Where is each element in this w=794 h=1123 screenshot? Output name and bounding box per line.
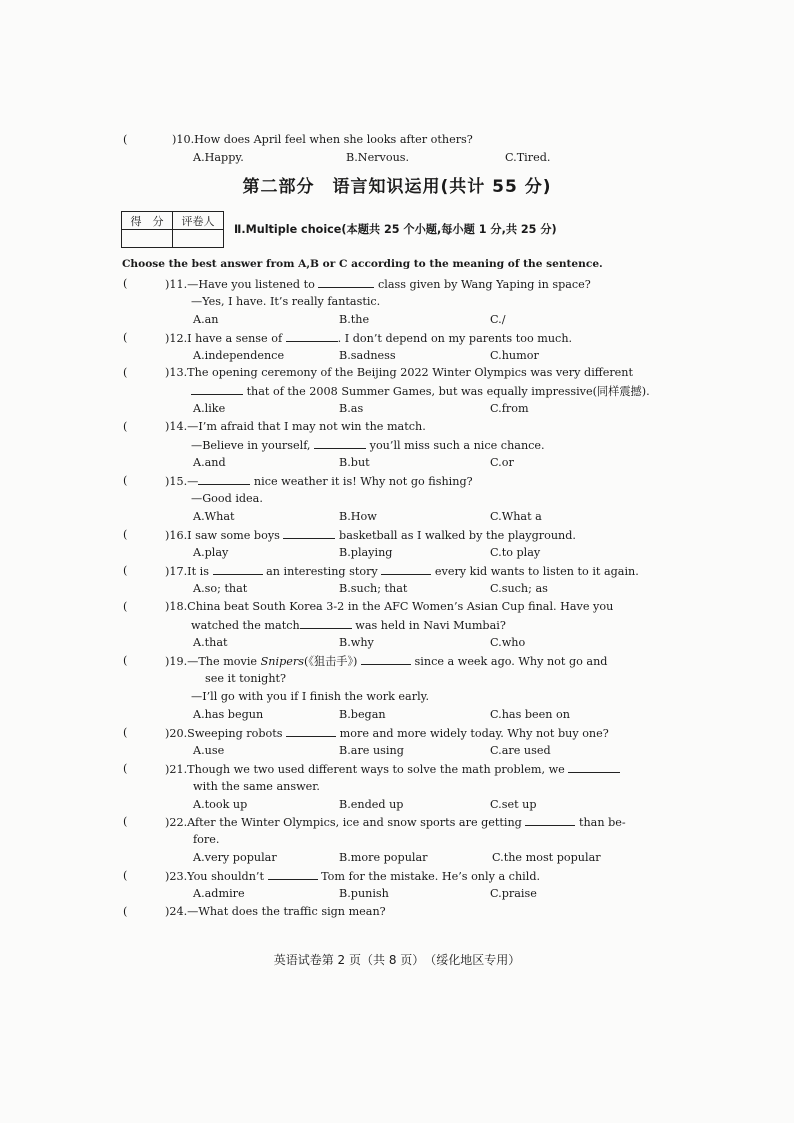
blank	[568, 762, 620, 773]
score-cell	[122, 230, 173, 248]
option-c: C.who	[490, 636, 526, 649]
option-a: A.took up	[193, 798, 248, 811]
answer-paren: (	[123, 420, 128, 433]
question-12: )12.I have a sense of . I don’t depend on my parents too much.	[165, 332, 573, 345]
option-a: A.has begun	[193, 708, 264, 721]
option-b: B.sadness	[339, 349, 396, 362]
option-c: C.are used	[490, 744, 551, 757]
option-c: C.from	[490, 402, 529, 415]
option-b: B.the	[339, 313, 370, 326]
option-b: B.How	[339, 510, 377, 523]
option-b: B.more popular	[339, 851, 428, 864]
option-b: B.but	[339, 456, 370, 469]
answer-paren: (	[123, 762, 128, 775]
question-21: )21.Though we two used different ways to solve the math problem, we	[165, 762, 620, 777]
answer-paren: (	[123, 331, 128, 344]
option-b: B.began	[339, 708, 386, 721]
option-a: A.so; that	[193, 582, 248, 595]
answer-paren: (	[123, 528, 128, 541]
blank	[268, 869, 318, 880]
option-a: A.use	[193, 744, 225, 757]
blank	[314, 438, 366, 449]
question-22-line2: fore.	[193, 833, 220, 846]
blank	[300, 618, 352, 629]
blank	[213, 564, 263, 575]
question-19: )19.—The movie Snipers(《狙击手》) since a week ago. Why not go and	[165, 655, 608, 668]
answer-paren: (	[123, 474, 128, 487]
answer-paren: (	[123, 277, 128, 290]
answer-paren: (	[123, 726, 128, 739]
answer-paren: (	[123, 815, 128, 828]
question-21-line2: with the same answer.	[193, 780, 320, 793]
question-20: )20.Sweeping robots more and more widely today. Why not buy one?	[165, 727, 609, 740]
blank	[381, 564, 431, 575]
option-c: C.praise	[490, 887, 537, 900]
question-19-line3: —I’ll go with you if I finish the work early.	[191, 690, 430, 703]
option-b: B.playing	[339, 546, 393, 559]
answer-paren: (	[123, 600, 128, 613]
question-14-line2: —Believe in yourself, you’ll miss such a nice chance.	[191, 439, 545, 452]
option-b: B.as	[339, 402, 364, 415]
question-14: )14.—I’m afraid that I may not win the match.	[165, 420, 426, 433]
option-b: B.ended up	[339, 798, 404, 811]
question-22: )22.After the Winter Olympics, ice and snow sports are getting than be-	[165, 816, 626, 829]
question-23: )23.You shouldn’t Tom for the mistake. He’s only a child.	[165, 870, 541, 883]
grader-label: 评卷人	[173, 212, 224, 230]
answer-paren: (	[123, 654, 128, 667]
question-11-line2: —Yes, I have. It’s really fantastic.	[191, 295, 381, 308]
grader-cell	[173, 230, 224, 248]
option-c: C.the most popular	[492, 851, 601, 864]
option-a: A.What	[193, 510, 235, 523]
option-c: C.Tired.	[505, 151, 551, 164]
option-a: A.very popular	[193, 851, 277, 864]
answer-paren: (	[123, 564, 128, 577]
score-label: 得 分	[122, 212, 173, 230]
option-a: A.play	[193, 546, 229, 559]
question-18: )18.China beat South Korea 3-2 in the AFC Women’s Asian Cup final. Have you	[165, 600, 614, 613]
question-15-line2: —Good idea.	[191, 492, 263, 505]
option-c: C.such; as	[490, 582, 548, 595]
answer-paren: (	[123, 905, 128, 918]
section-title: Ⅱ.Multiple choice(本题共 25 个小题,每小题 1 分,共 25 分)	[234, 223, 557, 236]
answer-paren: (	[123, 869, 128, 882]
question-16: )16.I saw some boys basketball as I walked by the playground.	[165, 529, 576, 542]
page-footer: 英语试卷第 2 页（共 8 页） （绥化地区专用）	[273, 953, 521, 967]
option-a: A.that	[193, 636, 228, 649]
option-a: A.independence	[193, 349, 285, 362]
option-a: A.Happy.	[193, 151, 244, 164]
question-17: )17.It is an interesting story every kid wants to listen to it again.	[165, 565, 639, 578]
option-a: A.admire	[193, 887, 245, 900]
option-c: C.or	[490, 456, 514, 469]
part-heading: 第二部分 语言知识运用(共计 55 分)	[242, 177, 552, 197]
blank	[191, 384, 243, 395]
option-c: C.has been on	[490, 708, 570, 721]
question-10: )10.How does April feel when she looks after others?	[172, 133, 473, 146]
score-table	[121, 211, 224, 248]
instruction: Choose the best answer from A,B or C according to the meaning of the sentence.	[122, 258, 603, 270]
question-11: )11.—Have you listened to class given by Wang Yaping in space?	[165, 278, 591, 291]
question-15: )15.— nice weather it is! Why not go fishing?	[165, 475, 473, 488]
blank	[198, 474, 250, 485]
option-a: A.and	[193, 456, 226, 469]
option-b: B.why	[339, 636, 374, 649]
blank	[286, 726, 336, 737]
question-19-line2: see it tonight?	[205, 672, 287, 685]
option-c: C./	[490, 313, 506, 326]
option-a: A.an	[193, 313, 219, 326]
answer-paren: (	[123, 133, 128, 146]
option-c: C.set up	[490, 798, 537, 811]
option-b: B.are using	[339, 744, 404, 757]
question-13-line2: that of the 2008 Summer Games, but was equally impressive(同样震撼).	[191, 384, 650, 399]
option-a: A.like	[193, 402, 226, 415]
option-c: C.What a	[490, 510, 542, 523]
question-24: )24.—What does the traffic sign mean?	[165, 905, 386, 918]
blank	[286, 331, 338, 342]
blank	[361, 654, 411, 665]
option-b: B.punish	[339, 887, 389, 900]
blank	[318, 277, 374, 288]
answer-paren: (	[123, 366, 128, 379]
blank	[283, 528, 335, 539]
question-18-line2: watched the match was held in Navi Mumbai?	[191, 619, 506, 632]
question-13: )13.The opening ceremony of the Beijing 2022 Winter Olympics was very different	[165, 366, 634, 379]
option-b: B.Nervous.	[346, 151, 410, 164]
option-b: B.such; that	[339, 582, 408, 595]
option-c: C.humor	[490, 349, 539, 362]
blank	[525, 815, 575, 826]
option-c: C.to play	[490, 546, 541, 559]
